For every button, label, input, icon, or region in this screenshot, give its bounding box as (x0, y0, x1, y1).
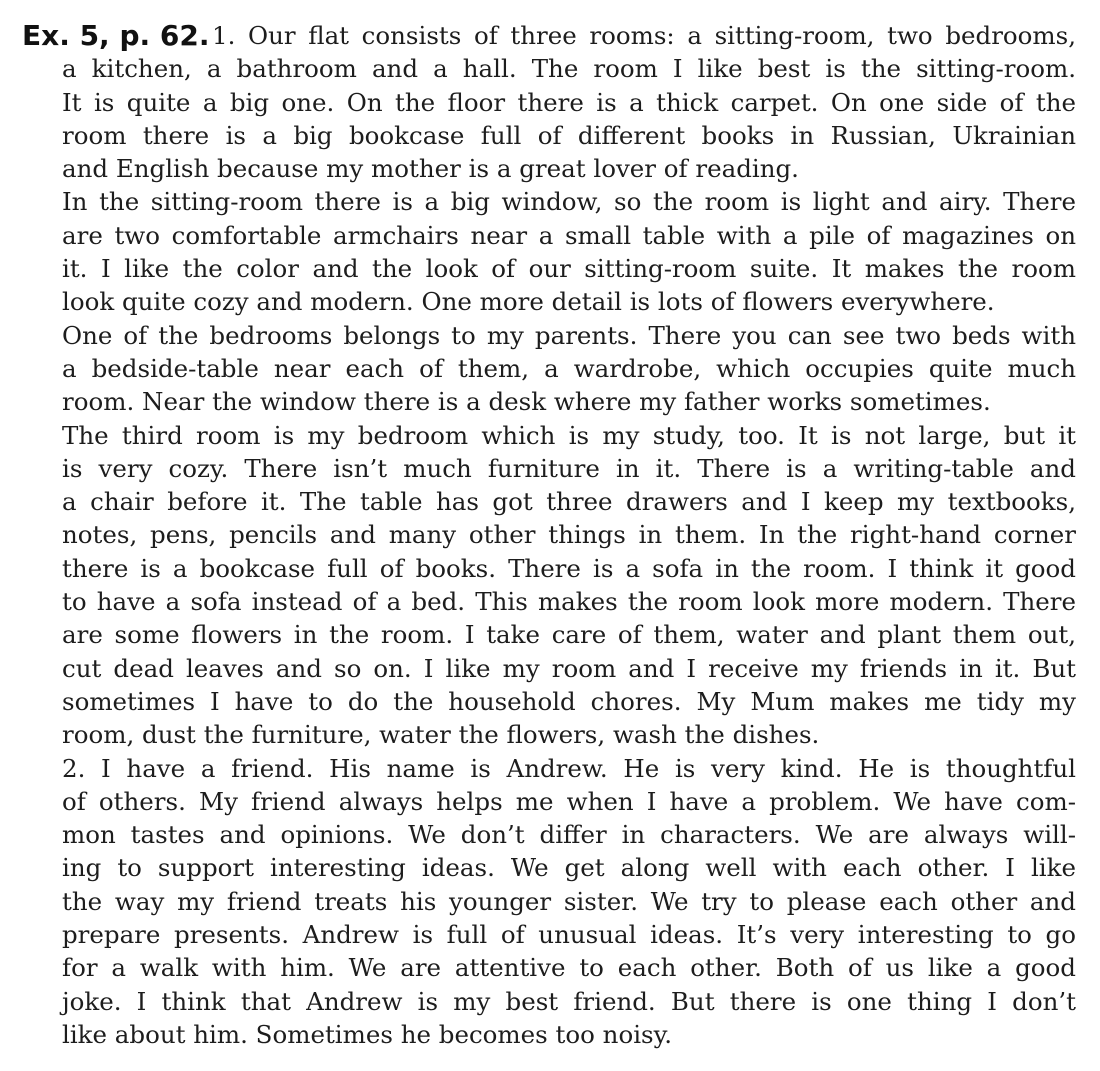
text-line-1-content: 1. Our flat consists of three rooms: a sitting-room, two bedrooms, (212, 21, 1076, 50)
text-line-20: cut dead leaves and so on. I like my room and I receive my friends in it. But (62, 653, 1076, 683)
text-line-16: notes, pens, pencils and many other things in them. In the right-hand corner (62, 520, 1076, 550)
text-line-21: sometimes I have to do the household chores. My Mum makes me tidy my (62, 686, 1076, 716)
text-line-17: there is a bookcase full of books. There is a sofa in the room. I think it good (62, 553, 1076, 583)
text-line-31: like about him. Sometimes he becomes too noisy. (62, 1019, 672, 1049)
text-line-1 (22, 19, 1076, 52)
text-line-13: The third room is my bedroom which is my study, too. It is not large, but it (62, 420, 1076, 450)
text-line-6: In the sitting-room there is a big window, so the room is light and airy. There (62, 187, 1076, 217)
text-line-22: room, dust the furniture, water the flowers, wash the dishes. (62, 720, 820, 750)
exercise-text (22, 19, 1076, 1051)
text-line-29: for a walk with him. We are attentive to each other. Both of us like a good (62, 953, 1076, 983)
text-line-30: joke. I think that Andrew is my best friend. But there is one thing I don’t (62, 986, 1076, 1016)
text-line-19: are some flowers in the room. I take care of them, water and plant them out, (62, 620, 1076, 650)
exercise-label: Ex. 5, p. 62. (22, 19, 210, 52)
text-line-23: 2. I have a friend. His name is Andrew. He is very kind. He is thoughtful (62, 753, 1076, 783)
text-line-9: look quite cozy and modern. One more detail is lots of flowers everywhere. (62, 287, 995, 317)
text-line-14: is very cozy. There isn’t much furniture in it. There is a writing-table and (62, 453, 1076, 483)
text-line-25: mon tastes and opinions. We don’t differ in characters. We are always will- (62, 820, 1076, 850)
text-line-2: a kitchen, a bathroom and a hall. The room I like best is the sitting-room. (62, 54, 1076, 84)
text-line-24: of others. My friend always helps me when I have a problem. We have com- (62, 786, 1076, 816)
text-line-4: room there is a big bookcase full of different books in Russian, Ukrainian (62, 120, 1076, 150)
text-line-15: a chair before it. The table has got three drawers and I keep my textbooks, (62, 487, 1076, 517)
text-line-26: ing to support interesting ideas. We get along well with each other. I like (62, 853, 1076, 883)
text-line-11: a bedside-table near each of them, a wardrobe, which occupies quite much (62, 353, 1076, 383)
text-line-18: to have a sofa instead of a bed. This makes the room look more modern. There (62, 587, 1076, 617)
text-line-5: and English because my mother is a great lover of reading. (62, 154, 799, 184)
text-line-10: One of the bedrooms belongs to my parents. There you can see two beds with (62, 320, 1076, 350)
text-line-12: room. Near the window there is a desk where my father works sometimes. (62, 387, 991, 417)
text-line-27: the way my friend treats his younger sister. We try to please each other and (62, 886, 1076, 916)
text-line-28: prepare presents. Andrew is full of unusual ideas. It’s very interesting to go (62, 920, 1076, 950)
text-line-3: It is quite a big one. On the floor there is a thick carpet. On one side of the (62, 87, 1076, 117)
text-line-8: it. I like the color and the look of our sitting-room suite. It makes the room (62, 254, 1076, 284)
text-line-7: are two comfortable armchairs near a small table with a pile of magazines on (62, 220, 1076, 250)
